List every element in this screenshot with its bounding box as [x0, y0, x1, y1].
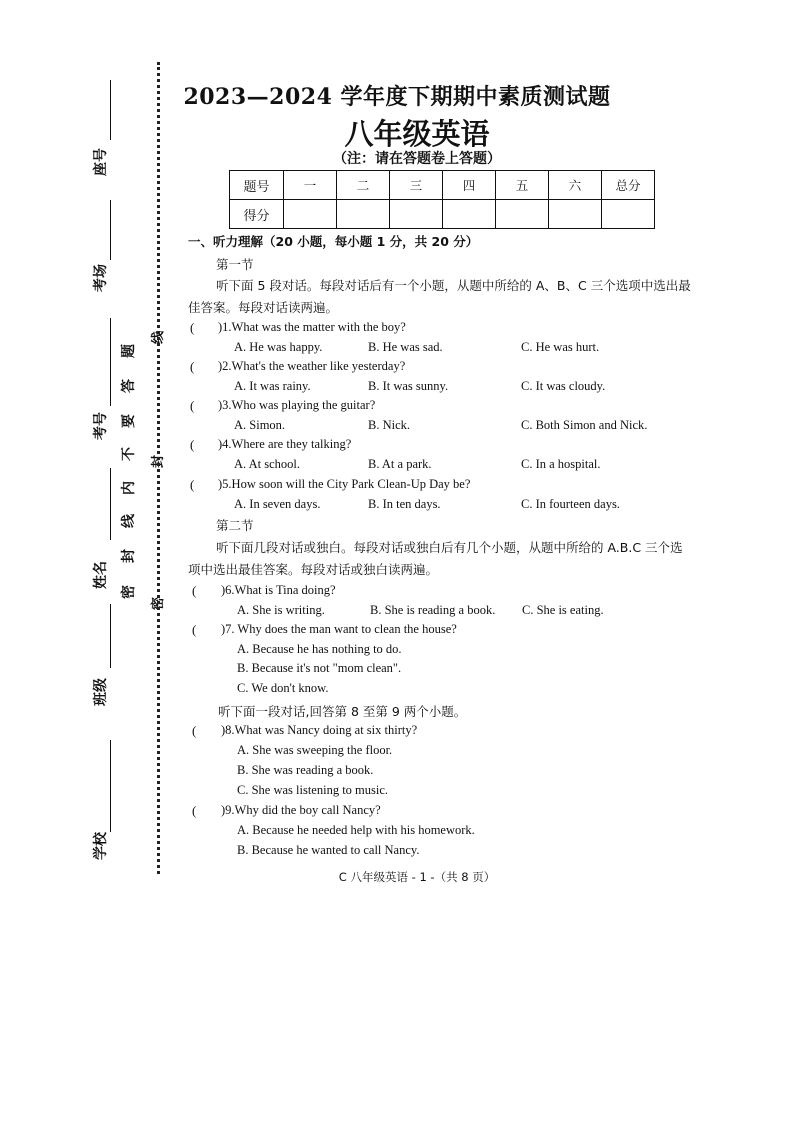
name-label: 姓名: [93, 561, 109, 589]
question-text: )5.How soon will the City Park Clean-Up Day be?: [218, 477, 471, 491]
option-b: B. He was sad.: [368, 340, 443, 354]
score-col-header: 三: [390, 171, 443, 200]
option-a: A. He was happy.: [234, 340, 323, 354]
score-col-header: 二: [337, 171, 390, 200]
score-table: [229, 170, 655, 229]
score-row-label: 得分: [230, 200, 284, 229]
seal-note-char: 要: [121, 414, 137, 428]
option-a: A. In seven days.: [234, 497, 321, 511]
page-footer: C 八年级英语 - 1 -（共 8 页）: [338, 870, 496, 884]
score-cell[interactable]: [496, 200, 549, 229]
answer-paren: (: [190, 477, 195, 492]
room-label: 考场: [93, 264, 109, 292]
option-c: C. We don't know.: [237, 681, 329, 695]
option-c: C. He was hurt.: [521, 340, 600, 354]
option-b: B. She was reading a book.: [237, 763, 374, 777]
question-text: )6.What is Tina doing?: [221, 583, 336, 597]
option-a: A. She is writing.: [237, 603, 325, 617]
school-label: 学校: [93, 832, 109, 860]
option-a: A. It was rainy.: [234, 379, 311, 393]
seal-note-char: 密: [121, 585, 137, 599]
option-b: B. She is reading a book.: [370, 603, 496, 617]
part1-heading: 一、听力理解（20 小题，每小题 1 分，共 20 分）: [188, 234, 479, 249]
section2-instructions: 听下面几段对话或独白。每段对话或独白后有几个小题，从题中所给的 A.B.C 三个选: [216, 540, 683, 555]
school-blank-line: [110, 740, 111, 832]
option-b: B. Nick.: [368, 418, 411, 432]
seal-note-char: 答: [121, 379, 137, 393]
option-c: C. She was listening to music.: [237, 783, 389, 797]
question-text: )2.What's the weather like yesterday?: [218, 359, 406, 373]
question-text: )1.What was the matter with the boy?: [218, 320, 406, 334]
seal-dotted-line: [157, 62, 160, 874]
seal-note-char: 不: [121, 447, 137, 461]
option-b: B. Because he wanted to call Nancy.: [237, 843, 420, 857]
answer-paren: (: [192, 622, 197, 637]
option-b: B. Because it's not "mom clean".: [237, 661, 402, 675]
name-blank-line: [110, 468, 111, 540]
score-col-header: 题号: [230, 171, 284, 200]
option-c: C. In fourteen days.: [521, 497, 620, 511]
exam-title: 2023—2024 学年度下期期中素质测试题: [183, 84, 611, 110]
seal-side-char: 密: [151, 596, 167, 611]
answer-paren: (: [192, 803, 197, 818]
answer-paren: (: [190, 437, 195, 452]
subject-title: 八年级英语: [344, 117, 490, 151]
answer-paren: (: [192, 723, 197, 738]
score-cell[interactable]: [337, 200, 390, 229]
class-label: 班级: [93, 678, 109, 706]
section2-label: 第二节: [216, 518, 254, 533]
question-text: )4.Where are they talking?: [218, 437, 352, 451]
option-b: B. It was sunny.: [368, 379, 449, 393]
question-text: )9.Why did the boy call Nancy?: [221, 803, 381, 817]
score-col-header: 六: [549, 171, 602, 200]
seal-note-char: 线: [121, 514, 137, 528]
exam-no-blank-line: [110, 318, 111, 406]
group-note: 听下面一段对话,回答第 8 至第 9 两个小题。: [218, 704, 467, 719]
option-a: A. At school.: [234, 457, 300, 471]
option-b: B. In ten days.: [368, 497, 441, 511]
score-cell[interactable]: [390, 200, 443, 229]
seal-note-char: 封: [121, 549, 137, 563]
section2-instructions: 项中选出最佳答案。每段对话或独白读两遍。: [188, 562, 439, 577]
score-table-score-row: [230, 200, 655, 229]
answer-paren: (: [192, 583, 197, 598]
seal-note-char: 内: [121, 481, 137, 495]
question-text: )3.Who was playing the guitar?: [218, 398, 376, 412]
answer-paren: (: [190, 320, 195, 335]
section1-instructions: 听下面 5 段对话。每段对话后有一个小题，从题中所给的 A、B、C 三个选项中选出最: [216, 278, 691, 293]
score-col-header: 总分: [602, 171, 655, 200]
option-a: A. Simon.: [234, 418, 286, 432]
section1-instructions: 佳答案。每段对话读两遍。: [188, 300, 339, 315]
answer-sheet-note: （注：请在答题卷上答题）: [333, 151, 501, 167]
option-a: A. She was sweeping the floor.: [237, 743, 393, 757]
answer-paren: (: [190, 359, 195, 374]
room-blank-line: [110, 200, 111, 260]
answer-paren: (: [190, 398, 195, 413]
option-c: C. In a hospital.: [521, 457, 601, 471]
section1-label: 第一节: [216, 257, 254, 272]
score-cell[interactable]: [549, 200, 602, 229]
score-cell[interactable]: [602, 200, 655, 229]
score-cell[interactable]: [284, 200, 337, 229]
seal-side-char: 线: [151, 330, 167, 345]
seal-note-char: 题: [121, 344, 137, 358]
option-a: A. Because he needed help with his homework.: [237, 823, 475, 837]
score-col-header: 四: [443, 171, 496, 200]
option-a: A. Because he has nothing to do.: [237, 642, 402, 656]
question-text: )7. Why does the man want to clean the house?: [221, 622, 457, 636]
score-table-header-row: [230, 171, 655, 200]
exam-no-label: 考号: [93, 412, 109, 440]
option-c: C. She is eating.: [522, 603, 604, 617]
option-c: C. Both Simon and Nick.: [521, 418, 648, 432]
question-text: )8.What was Nancy doing at six thirty?: [221, 723, 418, 737]
seat-label: 座号: [93, 148, 109, 176]
score-col-header: 一: [284, 171, 337, 200]
score-cell[interactable]: [443, 200, 496, 229]
seal-side-char: 封: [151, 454, 167, 469]
class-blank-line: [110, 604, 111, 668]
score-col-header: 五: [496, 171, 549, 200]
option-c: C. It was cloudy.: [521, 379, 606, 393]
option-b: B. At a park.: [368, 457, 432, 471]
